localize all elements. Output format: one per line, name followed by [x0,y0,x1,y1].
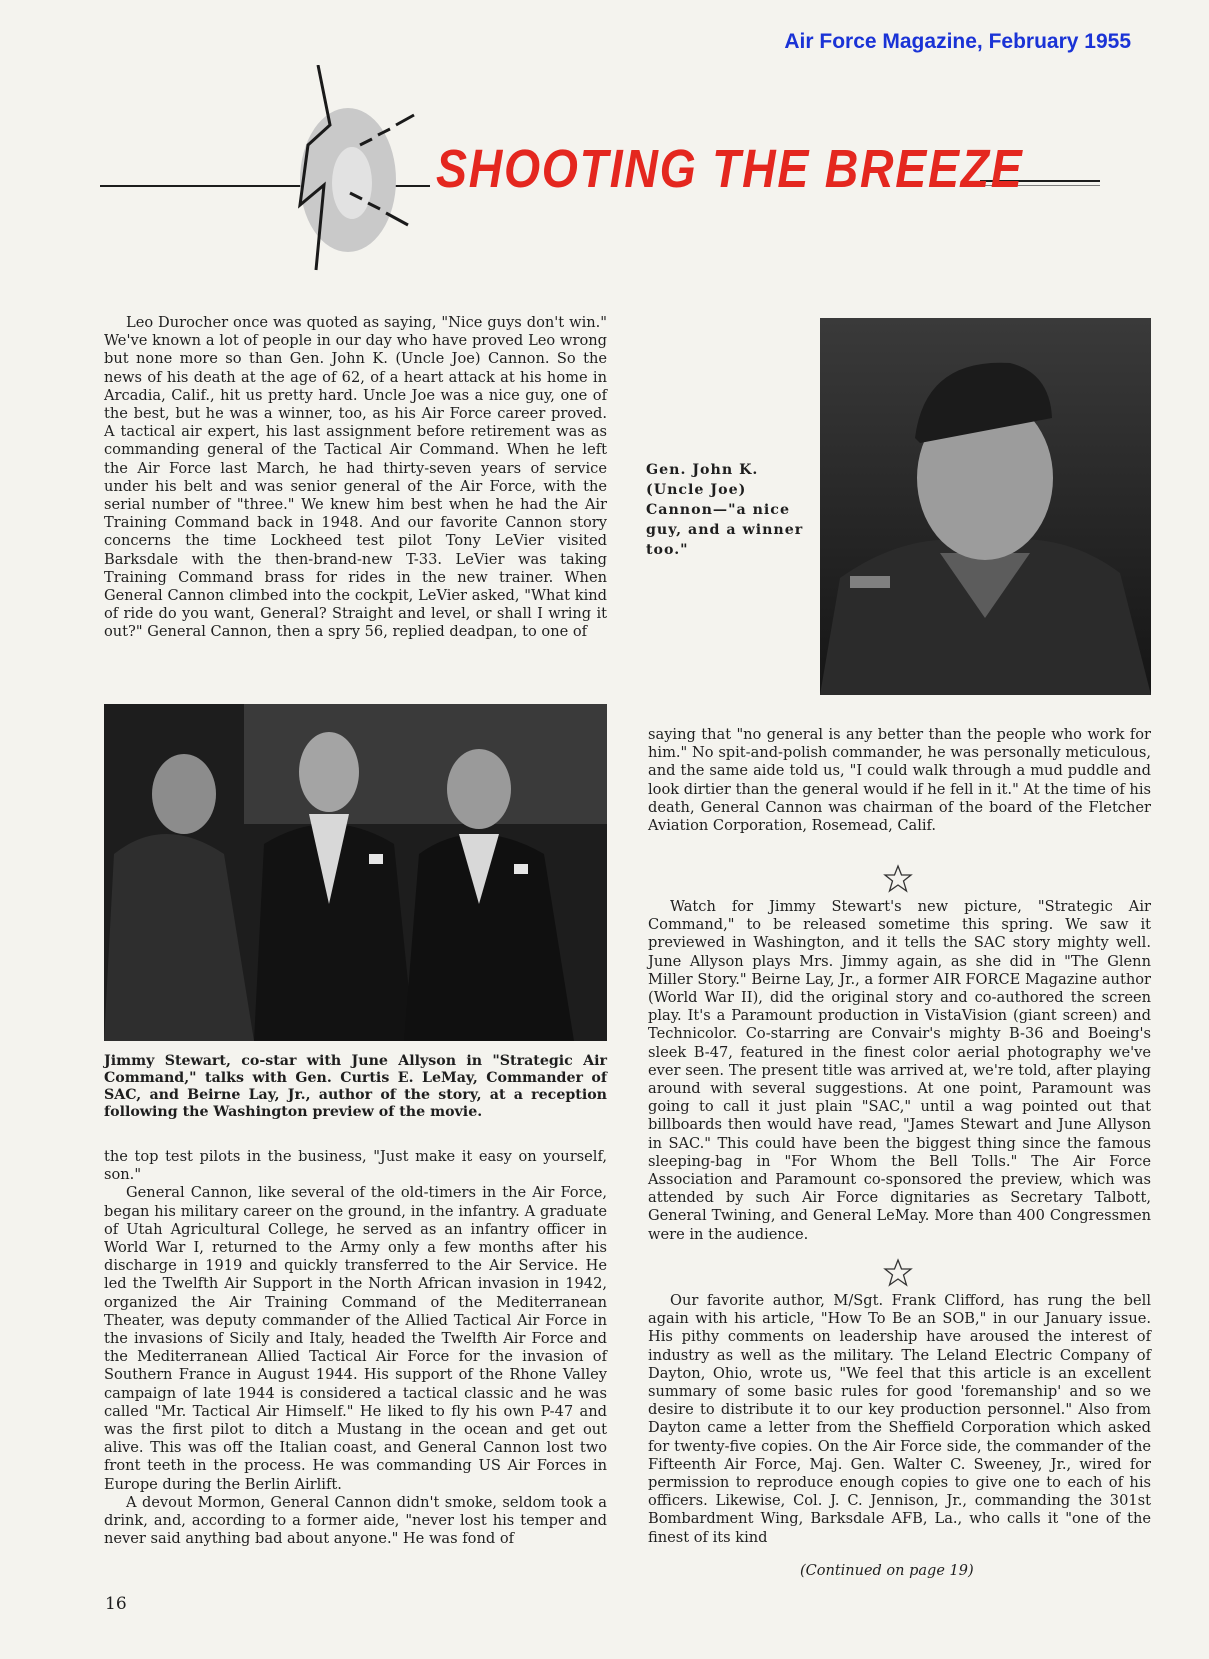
paragraph: Our favorite author, M/Sgt. Frank Clifford, has rung the bell again with his article, "How To Be an SOB," in our January issue. His pithy comments on leadership have aroused the interest of industry as well as the military. The Leland Electric Company of Dayton, Ohio, wrote us, "We feel that this article is an excellent summary of some basic rules for good 'foremanship' and so we desire to distribute it to our key production personnel." Also from Dayton came a letter from the Sheffield Corporation which asked for twenty-five copies. On the Air Force side, the commander of the Fifteenth Air Force, Maj. Gen. Walter C. Sweeney, Jr., wired for permission to reproduce enough copies to give one to each of his officers. Likewise, Col. J. C. Jennison, Jr., commanding the 301st Bombardment Wing, Barksdale AFB, La., who calls it "one of the finest of its kind [648,1292,1151,1546]
cannon-caption: Gen. John K. (Uncle Joe) Cannon—"a nice guy, and a winner too." [646,462,804,558]
lay-face [447,749,511,829]
shoulder-stars [850,576,890,588]
right-column-section-1 [648,726,1151,835]
page-number: 16 [105,1594,127,1614]
stewart-caption: Jimmy Stewart, co-star with June Allyson in "Strategic Air Command," talks with Gen. Curtis E. LeMay, Commander of SAC, and Beirne Lay, Jr., author of the story, at a reception following the Washington preview of the movie. [104,1053,607,1120]
paragraph: General Cannon, like several of the old-timers in the Air Force, began his military career on the ground, in the infantry. A graduate of Utah Agricultural College, he served as an infantry officer in World War I, returned to the Army only a few months after his discharge in 1919 and quickly transferred to the Air Service. He led the Twelfth Air Support in the North African invasion in 1942, organized the Air Training Command of the Mediterranean Theater, was deputy commander of the Allied Tactical Air Force in the invasions of Sicily and Italy, headed the Twelfth Air Force and the Mediterranean Allied Tactical Air Force for the invasion of Southern France in August 1944. His support of the Rhone Valley campaign of late 1944 is considered a tactical classic and he was called "Mr. Tactical Air Himself." He liked to fly his own P-47 and was the first pilot to ditch a Mustang in the ocean and get out alive. This was off the Italian coast, and General Cannon lost two front teeth in the process. He was commanding US Air Forces in Europe during the Berlin Airlift. [104,1184,607,1493]
sound-dash-6 [386,213,408,225]
sound-dash-3 [396,115,414,125]
star-divider-icon [883,1258,913,1288]
paragraph: Leo Durocher once was quoted as saying, "Nice guys don't win." We've known a lot of people in our day who have proved Leo wrong but none more so than Gen. John K. (Uncle Joe) Cannon. So the news of his death at the age of 62, of a heart attack at his home in Arcadia, Calif., hit us pretty hard. Uncle Joe was a nice guy, one of the best, but he was a winner, too, as his Air Force career proved. A tactical air expert, his last assignment before retirement was as commanding general of the Tactical Air Command. When he left the Air Force last March, he had thirty-seven years of service under his belt and was senior general of the Air Force, with the serial number of "three." We knew him best when he had the Air Training Command back in 1948. And our favorite Cannon story concerns the time Lockheed test pilot Tony LeVier visited Barksdale with the then-brand-new T-33. LeVier was taking Training Command brass for rides in the new trainer. When General Cannon climbed into the cockpit, LeVier asked, "What kind of ride do you want, General? Straight and level, or shall I wring it out?" General Cannon, then a spry 56, replied deadpan, to one of [104,314,607,641]
stewart-reception-photo [104,704,607,1041]
continued-note: (Continued on page 19) [800,1563,974,1579]
right-column-section-3 [648,1292,1151,1547]
paragraph: the top test pilots in the business, "Just make it easy on yourself, son." [104,1148,607,1184]
paragraph: A devout Mormon, General Cannon didn't smoke, seldom took a drink, and, according to a former aide, "never lost his temper and never said anything bad about anyone." He was fond of [104,1493,607,1548]
pocket-square-2 [514,864,528,874]
ear-lightning-logo [290,65,440,285]
paragraph: Watch for Jimmy Stewart's new picture, "Strategic Air Command," to be released sometime this spring. We saw it previewed in Washington, and it tells the SAC story mighty well. June Allyson plays Mrs. Jimmy again, as she did in "The Glenn Miller Story." Beirne Lay, Jr., a former AIR FORCE Magazine author (World War II), did the original story and co-authored the screen play. It's a Paramount production in VistaVision (giant screen) and Technicolor. Co-starring are Convair's mighty B-36 and Boeing's sleek B-47, featured in the finest color aerial photography we've ever seen. The present title was arrived at, we're told, after playing around with several suggestions. At one point, Paramount was going to call it just plain "SAC," until a wag pointed out that billboards then would have read, "James Stewart and June Allyson in SAC." This could have been the biggest thing since the famous sleeping-bag in "For Whom the Bell Tolls." The Air Force Association and Paramount co-sponsored the preview, which was attended by such Air Force dignitaries as Secretary Talbott, General Twining, and General LeMay. More than 400 Congressmen were in the audience. [648,898,1151,1243]
paragraph: saying that "no general is any better than the people who work for him." No spit-and-polish commander, he was personally meticulous, and the same aide told us, "I could walk through a mud puddle and look dirtier than the general would if he fell in it." At the time of his death, General Cannon was chairman of the board of the Fletcher Aviation Corporation, Rosemead, Calif. [648,726,1151,835]
masthead: Air Force Magazine, February 1955 [784,30,1131,53]
left-column-top [104,314,607,642]
background-panel [244,704,607,824]
left-column-bottom [104,1148,607,1548]
lemay-face [152,754,216,834]
star-divider-icon [883,864,913,894]
right-column-section-2 [648,898,1151,1244]
page-title: SHOOTING THE BREEZE [436,139,1024,199]
pocket-square-1 [369,854,383,864]
cannon-portrait-photo [820,318,1151,695]
ear-inner [332,147,372,219]
stewart-face [299,732,359,812]
